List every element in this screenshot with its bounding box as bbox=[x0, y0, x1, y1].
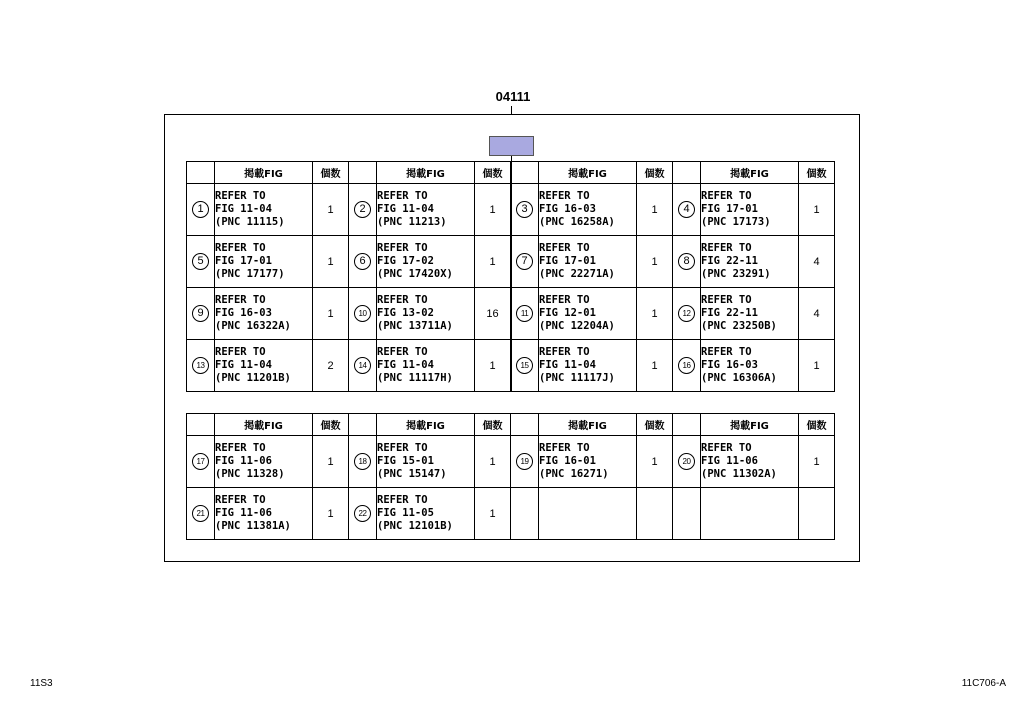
reference-line: (PNC 23291) bbox=[701, 268, 771, 280]
reference-cell bbox=[701, 340, 799, 392]
item-number-cell bbox=[511, 184, 539, 236]
reference-line: REFER TO bbox=[701, 346, 752, 358]
item-number-cell bbox=[511, 488, 539, 540]
reference-line: REFER TO bbox=[377, 494, 428, 506]
reference-line: (PNC 12204A) bbox=[539, 320, 615, 332]
reference-line: (PNC 11201B) bbox=[215, 372, 291, 384]
part-number-label: 04111 bbox=[495, 89, 531, 104]
reference-line: FIG 11-04 bbox=[215, 359, 272, 371]
reference-line: (PNC 11328) bbox=[215, 468, 285, 480]
circled-number-icon: 1 bbox=[192, 201, 209, 218]
reference-line: FIG 11-06 bbox=[701, 455, 758, 467]
fig-header: 掲載FIG bbox=[701, 162, 799, 184]
item-number-cell bbox=[187, 288, 215, 340]
reference-line: REFER TO bbox=[215, 190, 266, 202]
fig-header: 掲載FIG bbox=[377, 162, 475, 184]
reference-cell bbox=[377, 236, 475, 288]
fig-header: 掲載FIG bbox=[539, 414, 637, 436]
reference-line: REFER TO bbox=[215, 242, 266, 254]
reference-line: REFER TO bbox=[215, 294, 266, 306]
reference-line: FIG 16-03 bbox=[215, 307, 272, 319]
quantity-cell: 4 bbox=[799, 236, 835, 288]
reference-line: FIG 22-11 bbox=[701, 307, 758, 319]
table-row bbox=[187, 488, 835, 540]
reference-line: REFER TO bbox=[539, 294, 590, 306]
quantity-cell bbox=[799, 488, 835, 540]
reference-cell bbox=[377, 340, 475, 392]
reference-line: (PNC 17420X) bbox=[377, 268, 453, 280]
item-number-cell bbox=[511, 236, 539, 288]
quantity-cell: 1 bbox=[313, 288, 349, 340]
reference-line: (PNC 11302A) bbox=[701, 468, 777, 480]
quantity-cell: 16 bbox=[475, 288, 511, 340]
reference-cell bbox=[701, 236, 799, 288]
circled-number-icon: 11 bbox=[516, 305, 533, 322]
reference-line: FIG 11-06 bbox=[215, 507, 272, 519]
reference-line: (PNC 11115) bbox=[215, 216, 285, 228]
item-number-cell bbox=[349, 340, 377, 392]
reference-cell bbox=[539, 436, 637, 488]
circled-number-icon: 10 bbox=[354, 305, 371, 322]
reference-cell bbox=[377, 288, 475, 340]
reference-line: (PNC 16258A) bbox=[539, 216, 615, 228]
fig-header: 掲載FIG bbox=[377, 414, 475, 436]
item-number-cell bbox=[673, 236, 701, 288]
item-number-cell bbox=[187, 436, 215, 488]
quantity-cell: 1 bbox=[637, 340, 673, 392]
footer-code-left: 11S3 bbox=[30, 678, 53, 689]
item-number-cell bbox=[511, 288, 539, 340]
reference-line: REFER TO bbox=[701, 294, 752, 306]
item-number-cell bbox=[349, 236, 377, 288]
index-header bbox=[349, 162, 377, 184]
reference-line: (PNC 11117J) bbox=[539, 372, 615, 384]
item-number-cell bbox=[187, 488, 215, 540]
reference-cell bbox=[701, 288, 799, 340]
reference-line: REFER TO bbox=[539, 346, 590, 358]
index-header bbox=[187, 162, 215, 184]
reference-line: FIG 17-01 bbox=[701, 203, 758, 215]
quantity-cell: 1 bbox=[637, 236, 673, 288]
circled-number-icon: 15 bbox=[516, 357, 533, 374]
reference-line: (PNC 16271) bbox=[539, 468, 609, 480]
quantity-cell: 1 bbox=[475, 488, 511, 540]
circled-number-icon: 18 bbox=[354, 453, 371, 470]
quantity-cell: 1 bbox=[637, 184, 673, 236]
reference-line: (PNC 13711A) bbox=[377, 320, 453, 332]
reference-line: REFER TO bbox=[215, 442, 266, 454]
circled-number-icon: 9 bbox=[192, 305, 209, 322]
circled-number-icon: 2 bbox=[354, 201, 371, 218]
quantity-cell: 1 bbox=[475, 236, 511, 288]
reference-line: (PNC 23250B) bbox=[701, 320, 777, 332]
fig-header: 掲載FIG bbox=[539, 162, 637, 184]
reference-cell bbox=[215, 436, 313, 488]
index-header bbox=[511, 162, 539, 184]
qty-header: 個数 bbox=[475, 414, 511, 436]
reference-line: FIG 11-04 bbox=[215, 203, 272, 215]
item-number-cell bbox=[187, 236, 215, 288]
index-header bbox=[349, 414, 377, 436]
qty-header: 個数 bbox=[799, 162, 835, 184]
reference-line: FIG 16-03 bbox=[701, 359, 758, 371]
item-number-cell bbox=[349, 288, 377, 340]
reference-line: FIG 16-03 bbox=[539, 203, 596, 215]
item-number-cell bbox=[511, 436, 539, 488]
quantity-cell: 1 bbox=[313, 488, 349, 540]
reference-cell bbox=[377, 436, 475, 488]
quantity-cell: 1 bbox=[475, 184, 511, 236]
qty-header: 個数 bbox=[475, 162, 511, 184]
qty-header: 個数 bbox=[637, 162, 673, 184]
reference-line: FIG 13-02 bbox=[377, 307, 434, 319]
reference-line: REFER TO bbox=[215, 346, 266, 358]
marker-leader-line bbox=[511, 156, 512, 392]
reference-line: (PNC 16306A) bbox=[701, 372, 777, 384]
reference-line: (PNC 17173) bbox=[701, 216, 771, 228]
fig-header: 掲載FIG bbox=[701, 414, 799, 436]
circled-number-icon: 3 bbox=[516, 201, 533, 218]
reference-line: FIG 12-01 bbox=[539, 307, 596, 319]
quantity-cell: 1 bbox=[313, 236, 349, 288]
quantity-cell: 1 bbox=[799, 340, 835, 392]
item-number-cell bbox=[187, 184, 215, 236]
quantity-cell: 1 bbox=[799, 184, 835, 236]
reference-line: REFER TO bbox=[377, 242, 428, 254]
reference-line: FIG 15-01 bbox=[377, 455, 434, 467]
quantity-cell: 2 bbox=[313, 340, 349, 392]
reference-cell bbox=[701, 436, 799, 488]
circled-number-icon: 20 bbox=[678, 453, 695, 470]
item-number-cell bbox=[349, 436, 377, 488]
item-number-cell bbox=[673, 184, 701, 236]
reference-line: REFER TO bbox=[377, 346, 428, 358]
reference-cell bbox=[215, 184, 313, 236]
reference-cell bbox=[377, 488, 475, 540]
item-number-cell bbox=[349, 488, 377, 540]
reference-line: FIG 11-05 bbox=[377, 507, 434, 519]
qty-header: 個数 bbox=[799, 414, 835, 436]
table-header-row bbox=[187, 414, 835, 436]
reference-line: (PNC 22271A) bbox=[539, 268, 615, 280]
circled-number-icon: 6 bbox=[354, 253, 371, 270]
quantity-cell bbox=[637, 488, 673, 540]
table-row bbox=[187, 436, 835, 488]
reference-cell bbox=[377, 184, 475, 236]
reference-line: (PNC 11213) bbox=[377, 216, 447, 228]
item-number-cell bbox=[187, 340, 215, 392]
item-number-cell bbox=[673, 488, 701, 540]
reference-cell bbox=[215, 288, 313, 340]
reference-line: (PNC 15147) bbox=[377, 468, 447, 480]
quantity-cell: 1 bbox=[475, 340, 511, 392]
reference-cell bbox=[215, 236, 313, 288]
reference-cell bbox=[701, 488, 799, 540]
reference-line: REFER TO bbox=[701, 442, 752, 454]
qty-header: 個数 bbox=[313, 162, 349, 184]
reference-line: REFER TO bbox=[377, 442, 428, 454]
reference-line: FIG 11-04 bbox=[377, 203, 434, 215]
reference-line: REFER TO bbox=[215, 494, 266, 506]
circled-number-icon: 7 bbox=[516, 253, 533, 270]
circled-number-icon: 8 bbox=[678, 253, 695, 270]
reference-cell bbox=[215, 488, 313, 540]
reference-line: REFER TO bbox=[377, 190, 428, 202]
index-header bbox=[673, 414, 701, 436]
index-header bbox=[187, 414, 215, 436]
item-number-cell bbox=[673, 288, 701, 340]
item-number-cell bbox=[673, 340, 701, 392]
reference-line: REFER TO bbox=[539, 242, 590, 254]
circled-number-icon: 22 bbox=[354, 505, 371, 522]
circled-number-icon: 21 bbox=[192, 505, 209, 522]
reference-line: FIG 22-11 bbox=[701, 255, 758, 267]
reference-cell bbox=[539, 236, 637, 288]
circled-number-icon: 13 bbox=[192, 357, 209, 374]
reference-line: REFER TO bbox=[701, 242, 752, 254]
quantity-cell: 1 bbox=[799, 436, 835, 488]
reference-cell bbox=[539, 340, 637, 392]
fig-header: 掲載FIG bbox=[215, 414, 313, 436]
reference-line: (PNC 11381A) bbox=[215, 520, 291, 532]
circled-number-icon: 19 bbox=[516, 453, 533, 470]
reference-line: FIG 16-01 bbox=[539, 455, 596, 467]
reference-line: REFER TO bbox=[539, 190, 590, 202]
reference-cell bbox=[701, 184, 799, 236]
item-number-cell bbox=[673, 436, 701, 488]
footer-code-right: 11C706-A bbox=[961, 678, 1006, 689]
reference-line: FIG 17-02 bbox=[377, 255, 434, 267]
item-number-cell bbox=[511, 340, 539, 392]
fig-header: 掲載FIG bbox=[215, 162, 313, 184]
reference-line: (PNC 11117H) bbox=[377, 372, 453, 384]
reference-table-2 bbox=[186, 413, 835, 540]
circled-number-icon: 16 bbox=[678, 357, 695, 374]
circled-number-icon: 17 bbox=[192, 453, 209, 470]
reference-line: FIG 11-06 bbox=[215, 455, 272, 467]
quantity-cell: 1 bbox=[313, 436, 349, 488]
quantity-cell: 1 bbox=[475, 436, 511, 488]
circled-number-icon: 12 bbox=[678, 305, 695, 322]
item-number-cell bbox=[349, 184, 377, 236]
quantity-cell: 1 bbox=[637, 288, 673, 340]
reference-line: REFER TO bbox=[377, 294, 428, 306]
index-header bbox=[511, 414, 539, 436]
reference-cell bbox=[539, 288, 637, 340]
reference-line: FIG 11-04 bbox=[539, 359, 596, 371]
part-location-marker bbox=[489, 136, 534, 156]
quantity-cell: 1 bbox=[313, 184, 349, 236]
circled-number-icon: 5 bbox=[192, 253, 209, 270]
index-header bbox=[673, 162, 701, 184]
quantity-cell: 4 bbox=[799, 288, 835, 340]
reference-cell bbox=[215, 340, 313, 392]
reference-cell bbox=[539, 184, 637, 236]
quantity-cell: 1 bbox=[637, 436, 673, 488]
reference-line: REFER TO bbox=[539, 442, 590, 454]
qty-header: 個数 bbox=[313, 414, 349, 436]
reference-line: (PNC 12101B) bbox=[377, 520, 453, 532]
reference-line: (PNC 16322A) bbox=[215, 320, 291, 332]
reference-line: (PNC 17177) bbox=[215, 268, 285, 280]
reference-line: FIG 17-01 bbox=[215, 255, 272, 267]
circled-number-icon: 4 bbox=[678, 201, 695, 218]
qty-header: 個数 bbox=[637, 414, 673, 436]
reference-cell bbox=[539, 488, 637, 540]
reference-line: FIG 11-04 bbox=[377, 359, 434, 371]
reference-line: REFER TO bbox=[701, 190, 752, 202]
reference-line: FIG 17-01 bbox=[539, 255, 596, 267]
circled-number-icon: 14 bbox=[354, 357, 371, 374]
